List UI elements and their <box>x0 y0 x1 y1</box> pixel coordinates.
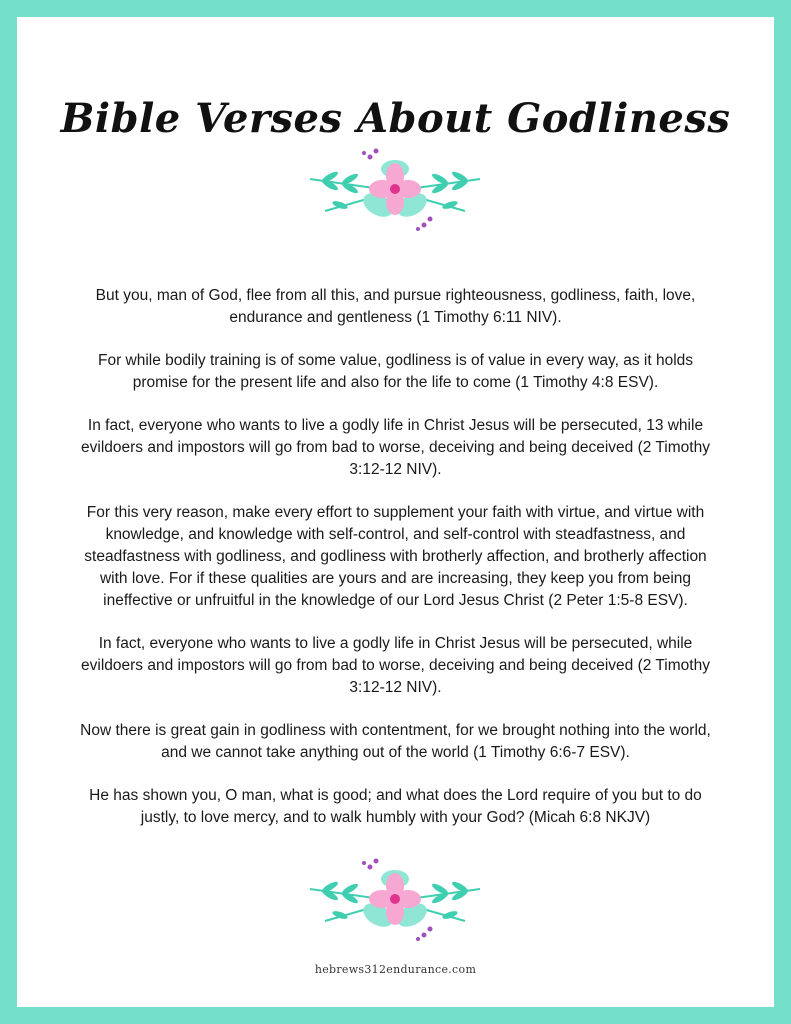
verse-list <box>77 285 714 850</box>
footer-website: hebrews312endurance.com <box>314 963 477 976</box>
verse-paragraph: But you, man of God, flee from all this, and pursue righteousness, godliness, faith, love, endurance and gentleness (1 Timothy 6:11 NIV). <box>95 287 696 326</box>
page-title: Bible Verses About Godliness <box>60 95 731 142</box>
floral-decoration-top <box>300 139 490 235</box>
verse-paragraph: For while bodily training is of some value, godliness is of value in every way, as it holds promise for the present life and also for the life to come (1 Timothy 4:8 ESV). <box>97 352 694 391</box>
verse-paragraph: In fact, everyone who wants to live a godly life in Christ Jesus will be persecuted, while evildoers and impostors will go from bad to worse, deceiving and being deceived (2 Timothy 3:12-12 NIV). <box>81 635 710 696</box>
verse-paragraph: In fact, everyone who wants to live a godly life in Christ Jesus will be persecuted, 13 while evildoers and impostors will go from bad to worse, deceiving and being deceived (2 Timothy 3:12-12 NIV). <box>81 417 710 478</box>
verse-paragraph: For this very reason, make every effort to supplement your faith with virtue, and virtue with knowledge, and knowledge with self-control, and self-control with steadfastness, and steadfastness with godliness, and godliness with brotherly affection, and brotherly affection with love. For if these qualities are yours and are increasing, they keep you from being ineffective or unfruitful in the knowledge of our Lord Jesus Christ (2 Peter 1:5-8 ESV). <box>84 504 707 609</box>
floral-decoration-bottom <box>300 849 490 945</box>
verse-paragraph: He has shown you, O man, what is good; and what does the Lord require of you but to do justly, to love mercy, and to walk humbly with your God? (Micah 6:8 NKJV) <box>89 787 702 826</box>
verse-paragraph: Now there is great gain in godliness with contentment, for we brought nothing into the world, and we cannot take anything out of the world (1 Timothy 6:6-7 ESV). <box>80 722 711 761</box>
page <box>17 17 774 1007</box>
